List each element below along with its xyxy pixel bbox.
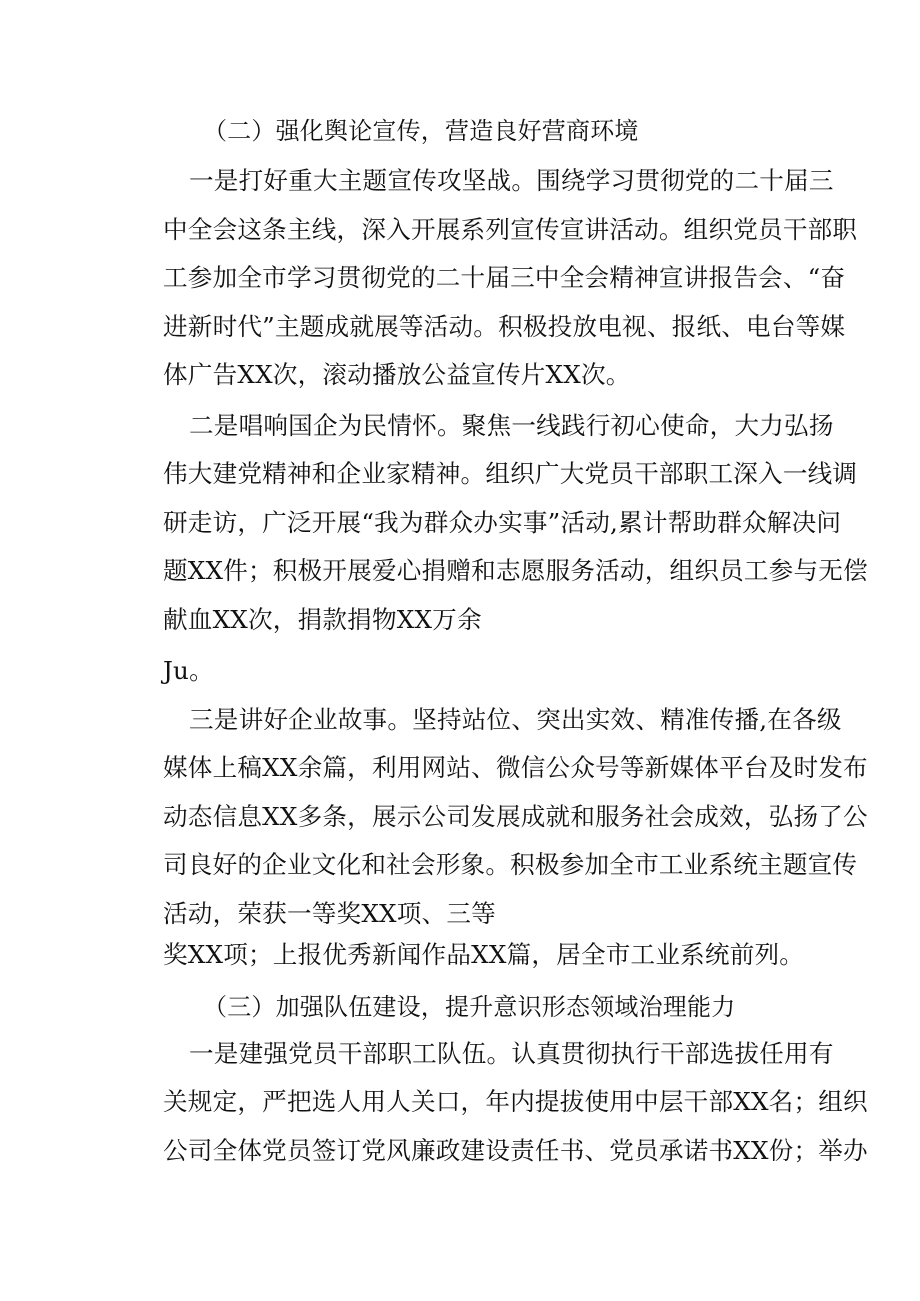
- text-line: 中全会这条主线，深入开展系列宣传宣讲活动。组织党员干部职: [163, 215, 858, 244]
- text-line: 二是唱响国企为民情怀。聚焦一线践行初心使命，大力弘扬: [189, 411, 834, 440]
- text-line: 活动，荣获一等奖XX项、三等: [163, 899, 496, 928]
- text-line: 工参加全市学习贯彻党的二十届三中全会精神宣讲报告会、“奋: [163, 263, 846, 292]
- text-line: 进新时代”主题成就展等活动。积极投放电视、报纸、电台等媒: [163, 312, 846, 341]
- text-line: 研走访，广泛开展“我为群众办实事”活动,累计帮助群众解决问: [163, 508, 842, 537]
- text-line: 一是打好重大主题宣传攻坚战。围绕学习贯彻党的二十届三: [189, 166, 834, 195]
- text-line: 动态信息XX多条，展示公司发展成就和服务社会成效，弘扬了公: [163, 802, 868, 831]
- text-line: 关规定，严把选人用人关口，年内提拔使用中层干部XX名；组织: [163, 1087, 868, 1116]
- section-heading-2: （二）强化舆论宣传，营造良好营商环境: [203, 117, 639, 145]
- text-line: 司良好的企业文化和社会形象。积极参加全市工业系统主题宣传: [163, 850, 858, 879]
- text-line: 三是讲好企业故事。坚持站位、突出实效、精准传播,在各级: [189, 705, 842, 734]
- text-line: 奖XX项；上报优秀新闻作品XX篇，居全市工业系统前列。: [163, 940, 805, 969]
- text-line: 体广告XX次，滚动播放公益宣传片XX次。: [163, 360, 631, 389]
- text-line: 一是建强党员干部职工队伍。认真贯彻执行干部选拔任用有: [189, 1039, 834, 1068]
- text-line: 伟大建党精神和企业家精神。组织广大党员干部职工深入一线调: [163, 459, 858, 488]
- text-line: 媒体上稿XX余篇，利用网站、微信公众号等新媒体平台及时发布: [163, 753, 868, 782]
- text-line: 题XX件；积极开展爱心捐赠和志愿服务活动，组织员工参与无偿: [163, 556, 868, 585]
- text-line: Ju。: [163, 656, 214, 685]
- text-line: 公司全体党员签订党风廉政建设责任书、党员承诺书XX份；举办: [163, 1136, 868, 1165]
- text-line: 献血XX次，捐款捐物XX万余: [163, 605, 482, 634]
- section-heading-3: （三）加强队伍建设，提升意识形态领域治理能力: [203, 993, 736, 1021]
